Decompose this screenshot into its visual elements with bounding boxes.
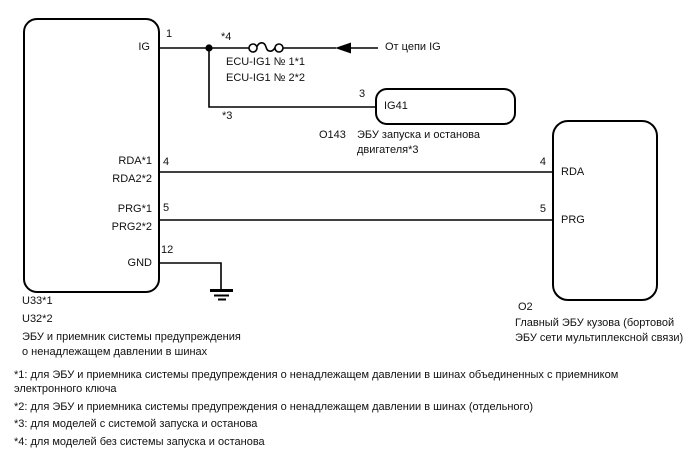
fuse-label-1: ECU-IG1 № 1*1 [226,56,306,68]
pin-label-ig: IG [138,41,150,53]
from-circuit-label: От цепи IG [385,41,441,53]
fuse-label-2: ECU-IG1 № 2*2 [226,72,306,84]
footnote-3: *3: для моделей с системой запуска и останова [14,418,258,430]
pin-number-5-right: 5 [539,203,546,215]
pin-number-1: 1 [166,28,173,40]
pin-number-4-right: 4 [539,156,546,168]
pin-label-rda1: RDA*1 [118,155,152,167]
pin-number-5-left: 5 [163,202,170,214]
pin-label-prg2: PRG2*2 [111,221,152,233]
left-ecu-code-1: U33*1 [22,295,53,307]
body-ecu-desc-line1: Главный ЭБУ кузова (бортовой [515,317,675,329]
left-ecu-code-2: U32*2 [22,313,53,325]
fuse-icon [249,43,283,52]
branch-note: *3 [222,110,233,122]
pin-label-prg-right: PRG [561,214,585,226]
ig41-ecu-code: O143 [319,129,346,141]
left-ecu-desc-line2: о ненадлежащем давлении в шинах [22,346,208,358]
ig41-ecu-desc-line1: ЭБУ запуска и останова [357,129,481,141]
body-ecu-desc-line2: ЭБУ сети мультиплексной связи) [515,332,684,344]
body-ecu-code: O2 [518,301,533,313]
gnd-wire [159,263,221,289]
pin-number-12: 12 [161,244,174,256]
footnote-4: *4: для моделей без системы запуска и останова [14,436,265,448]
footnote-1: *1: для ЭБУ и приемника системы предупреждения о ненадлежащем давлении в шинах объединенных с приемником электронного ключа [14,369,619,395]
pin-number-3: 3 [359,88,366,100]
pin-label-ig41: IG41 [384,100,408,112]
left-ecu-desc-line1: ЭБУ и приемник системы предупреждения [22,331,241,343]
pin-label-rda2: RDA2*2 [112,173,152,185]
pin-label-prg1: PRG*1 [117,203,152,215]
arrow-left-icon [335,43,351,54]
ig41-ecu-desc-line2: двигателя*3 [357,144,419,156]
footnote-2: *2: для ЭБУ и приемника системы предупреждения о ненадлежащем давлении в шинах (отдельного) [14,401,534,413]
pin-label-rda-right: RDA [561,166,585,178]
pin-label-gnd: GND [127,257,152,269]
ground-icon [210,291,233,300]
fuse-note: *4 [221,31,232,43]
pin-number-4-left: 4 [163,156,170,168]
